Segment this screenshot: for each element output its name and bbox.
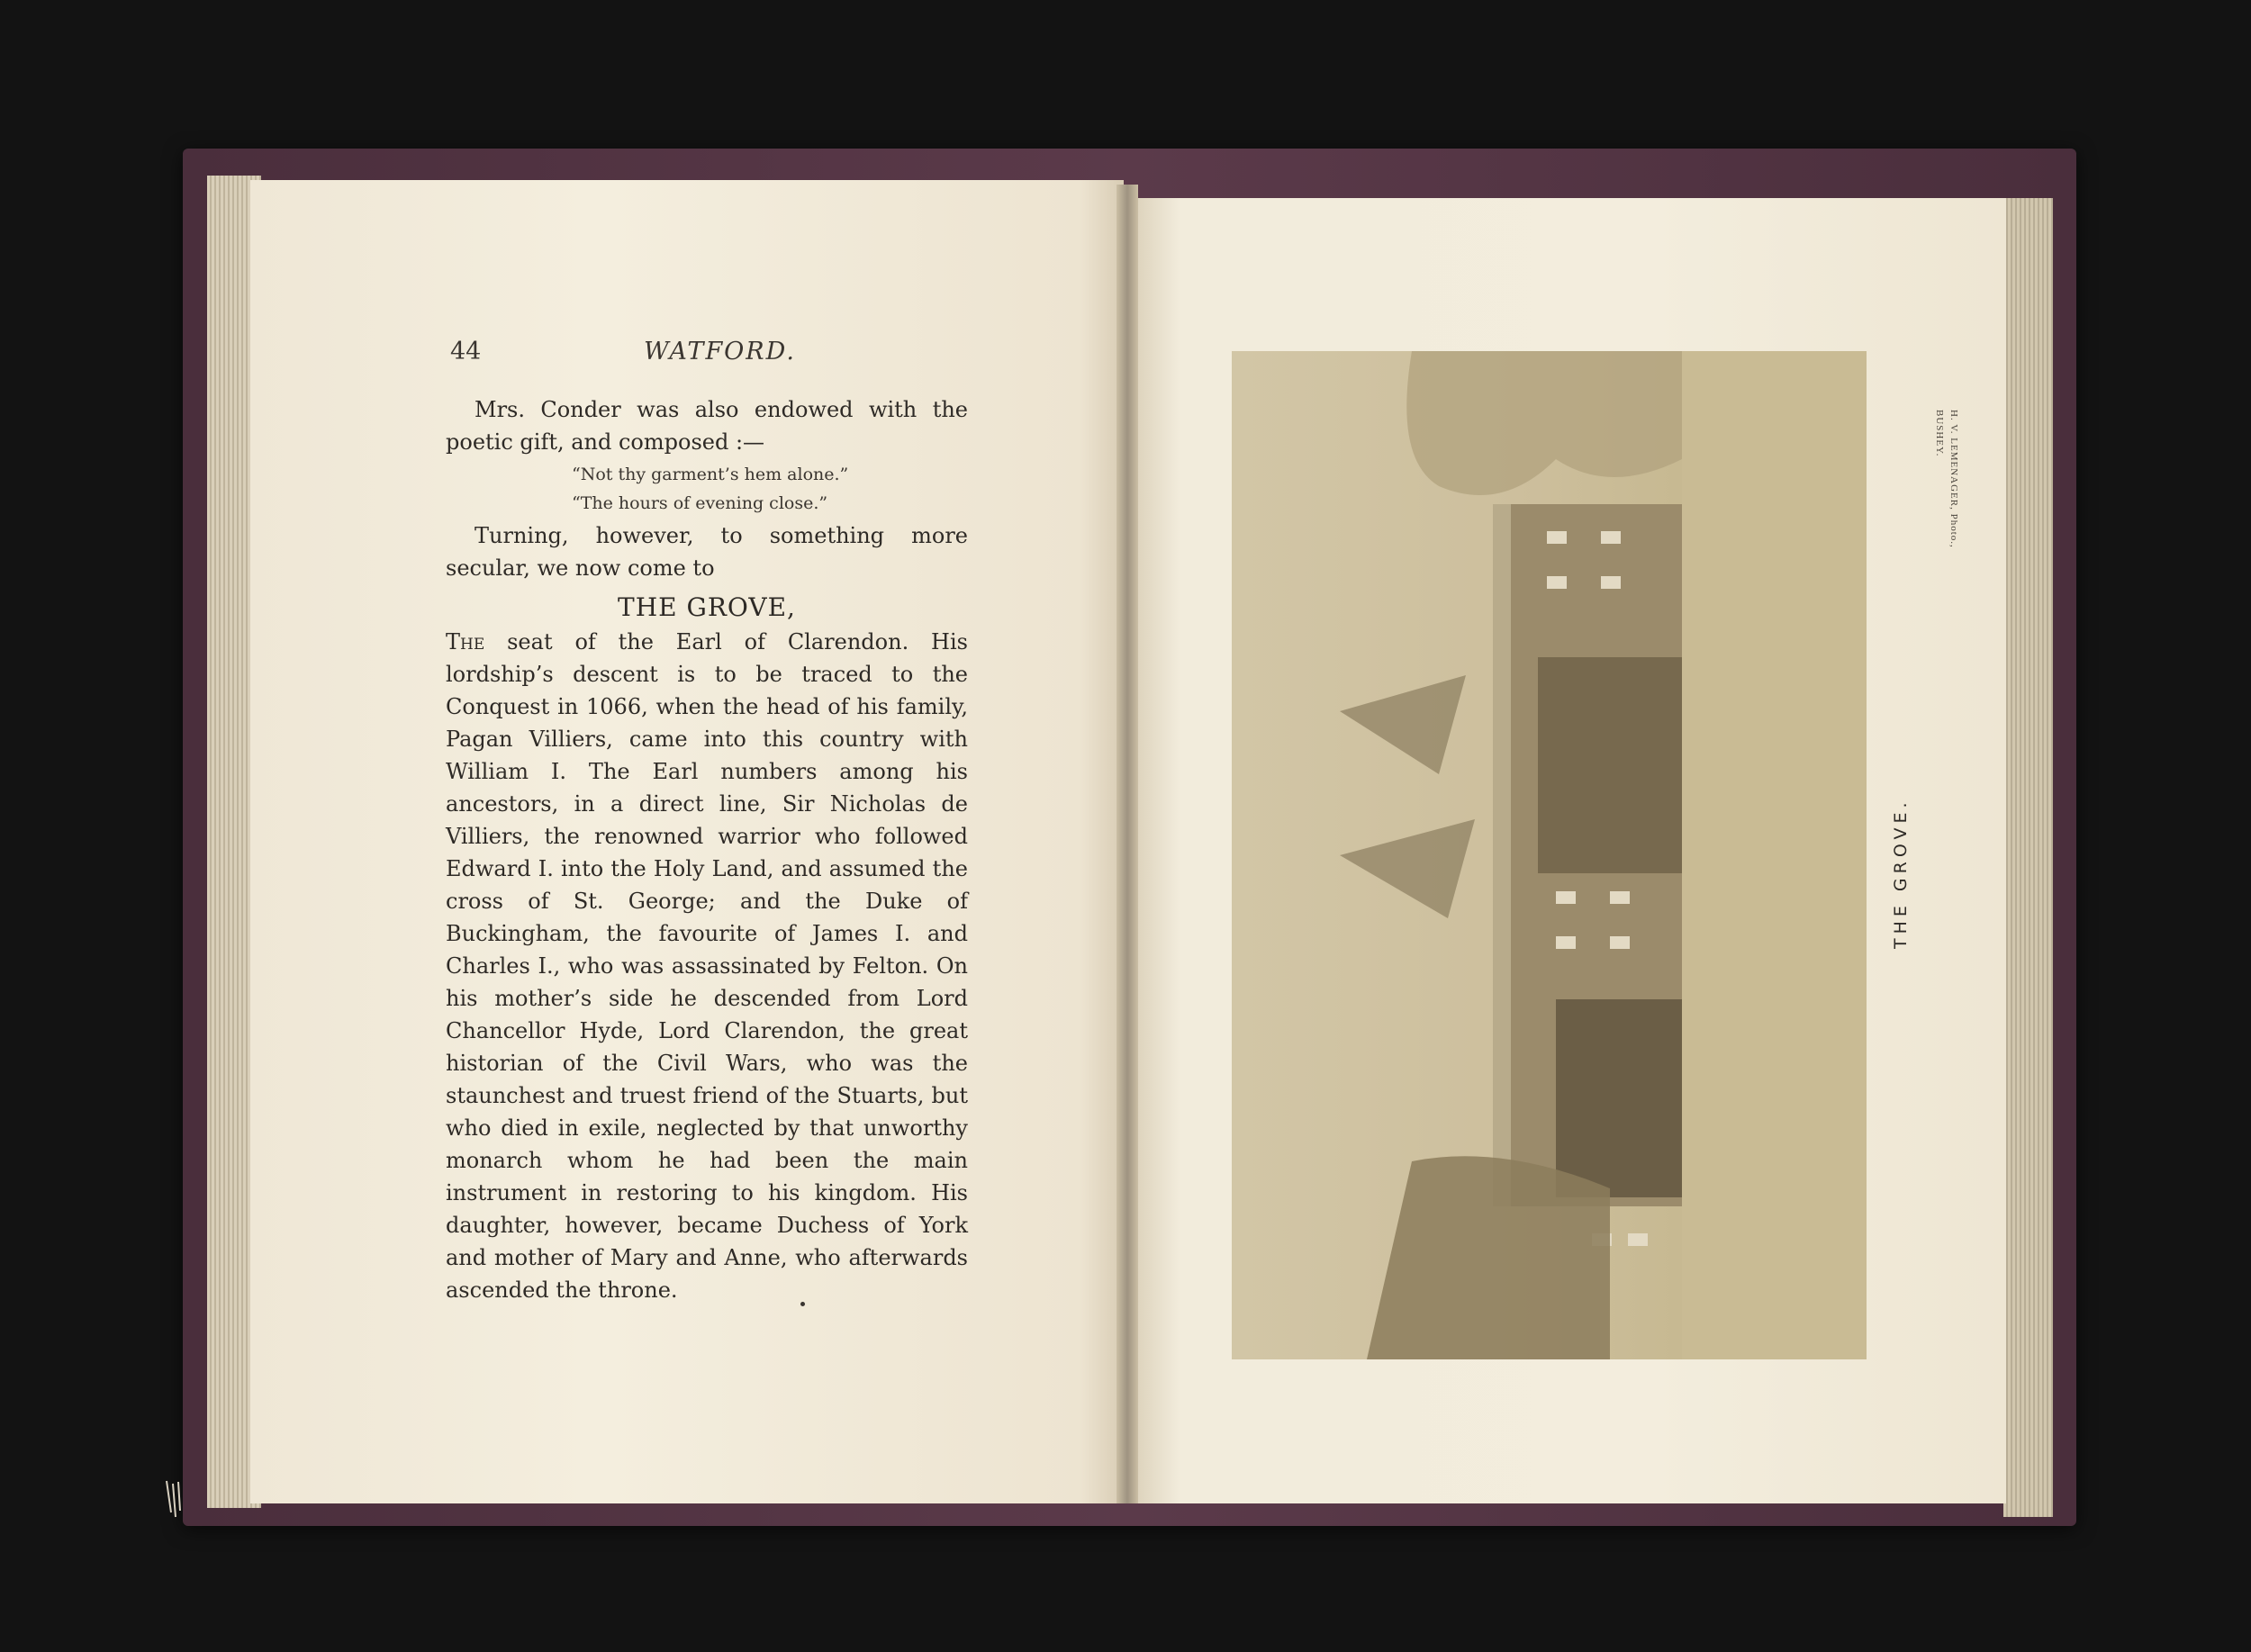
page-number: 44 bbox=[450, 338, 482, 366]
photo-tree-1 bbox=[1340, 675, 1466, 774]
section-title: THE GROVE, bbox=[618, 592, 796, 622]
running-head-title: WATFORD. bbox=[644, 338, 796, 366]
page-edges-right bbox=[2003, 198, 2053, 1517]
photo-credit bbox=[1871, 410, 1961, 590]
frayed-corner bbox=[162, 1476, 189, 1521]
paragraph-transition: Turning, however, to something more secular, we now come to bbox=[446, 523, 968, 581]
photo-illustration bbox=[1232, 351, 1867, 1359]
paragraph-body: seat of the Earl of Clarendon. His lordship’s descent is to be traced to the Conquest in 1066, when the head of his family, Pagan Villiers, came into this country with William I. The Earl numbers among his ancestors, in a direct line, Sir Nicholas de Villiers, the renowned warrior who followed Edward I. into the Holy Land, and assumed the cross of St. George; and the Duke of Buckingham, the favourite of James I. and Charles I., who was assassinated by Felton. On his mother’s side he descended from Lord Chancellor Hyde, Lord Clarendon, the great historian of the Civil Wars, who was the staunchest and truest friend of the Stuarts, but who died in exile, neglected by that unworthy monarch whom he had been the main instrument in restoring to his kingdom. His daughter, however, became Duchess of York and mother of Mary and Anne, who afterwards ascended the throne. bbox=[446, 629, 968, 1303]
plate-photograph bbox=[1232, 351, 1867, 1359]
paragraph-grove bbox=[446, 626, 968, 1306]
photo-tree-2 bbox=[1340, 819, 1475, 918]
photo-trees-bottom bbox=[1367, 1156, 1610, 1359]
photo-house-cornice bbox=[1493, 504, 1511, 1206]
quote-1: “Not thy garment’s hem alone.” bbox=[572, 465, 849, 484]
quote-2: “The hours of evening close.” bbox=[572, 493, 828, 513]
photo-credit-line1: H. V. LEMENAGER, Photo., bbox=[1948, 410, 1959, 548]
paragraph-conder: Mrs. Conder was also endowed with the poetic gift, and composed :— bbox=[446, 397, 968, 455]
photo-lawn bbox=[1682, 351, 1867, 1359]
paragraph-lead-word: The bbox=[446, 629, 485, 654]
photo-ivy-1 bbox=[1538, 657, 1682, 873]
book-gutter bbox=[1116, 185, 1138, 1503]
left-page-text bbox=[446, 393, 968, 1306]
printer-mark bbox=[800, 1302, 805, 1306]
photo-ivy-2 bbox=[1556, 999, 1682, 1197]
photo-credit-line2: BUSHEY. bbox=[1934, 410, 1945, 457]
plate-caption: THE GROVE. bbox=[1891, 798, 1911, 949]
running-head bbox=[450, 338, 972, 374]
photo-trees-top bbox=[1406, 351, 1682, 495]
